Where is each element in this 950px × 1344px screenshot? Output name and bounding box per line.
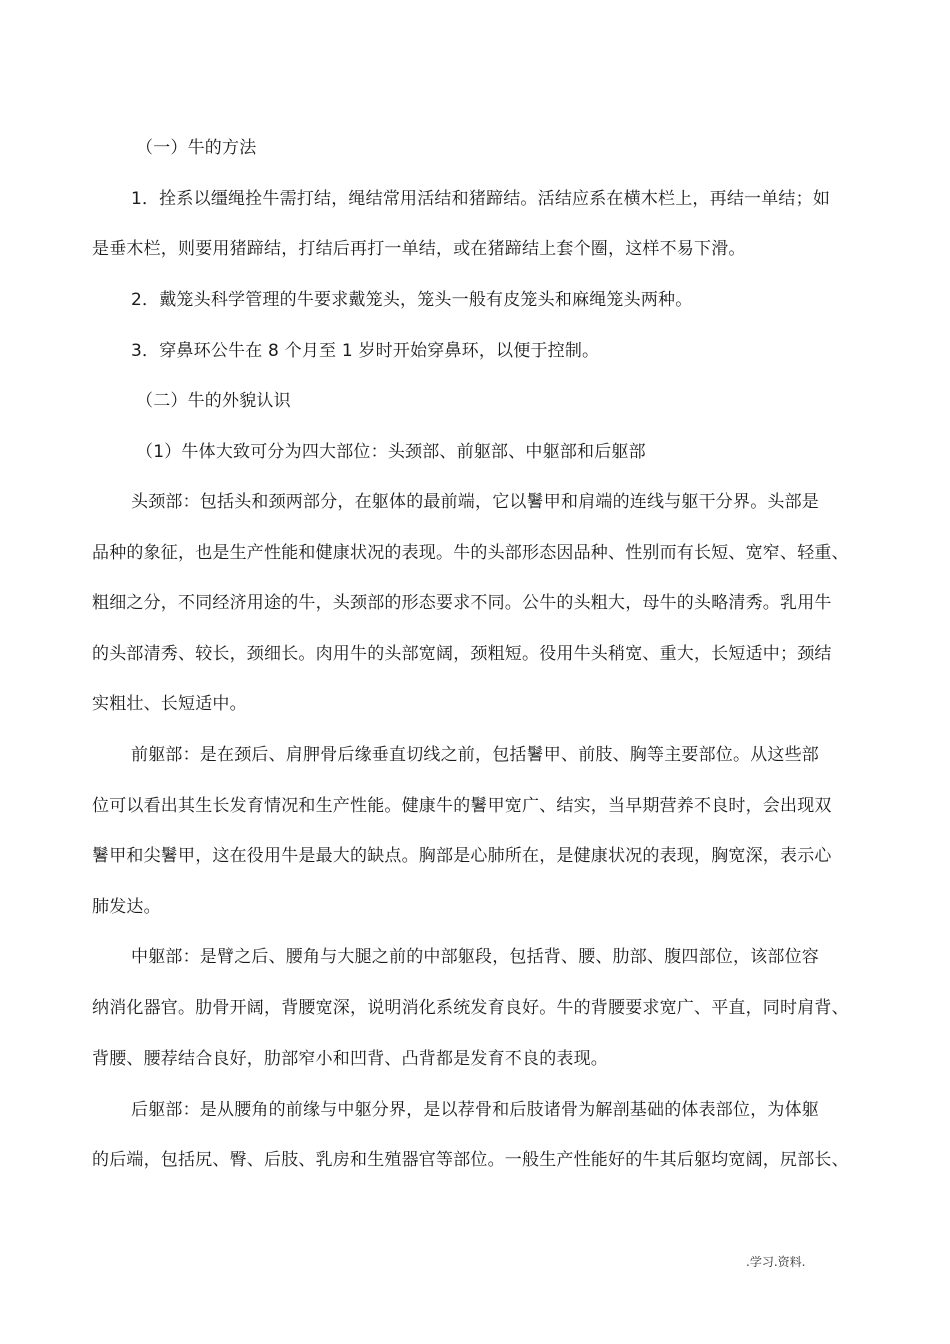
paragraph-line: 肺发达。: [92, 897, 161, 917]
paragraph-line: 后躯部：是从腰角的前缘与中躯分界，是以荐骨和后肢诸骨为解剖基础的体表部位，为体躯: [131, 1100, 819, 1120]
paragraph-line: 前躯部：是在颈后、肩胛骨后缘垂直切线之前，包括鬐甲、前肢、胸等主要部位。从这些部: [131, 745, 819, 765]
paragraph-line: 鬐甲和尖鬐甲，这在役用牛是最大的缺点。胸部是心肺所在，是健康状况的表现，胸宽深，表示心: [92, 846, 832, 866]
paragraph-line: 纳消化器官。肋骨开阔，背腰宽深，说明消化系统发育良好。牛的背腰要求宽广、平直，同时肩背、: [92, 998, 849, 1018]
heading-cattle-appearance: （二）牛的外貌认识: [136, 391, 291, 411]
paragraph-line: 是垂木栏，则要用猪蹄结，打结后再打一单结，或在猪蹄结上套个圈，这样不易下滑。: [92, 239, 746, 259]
paragraph-line: 2．戴笼头科学管理的牛要求戴笼头，笼头一般有皮笼头和麻绳笼头两种。: [131, 290, 693, 310]
paragraph-line: 品种的象征，也是生产性能和健康状况的表现。牛的头部形态因品种、性别而有长短、宽窄、轻重、: [92, 543, 849, 563]
paragraph-line: 的头部清秀、较长，颈细长。肉用牛的头部宽阔，颈粗短。役用牛头稍宽、重大，长短适中；颈结: [92, 644, 832, 664]
heading-cattle-methods: （一）牛的方法: [136, 138, 257, 158]
paragraph-line: 的后端，包括尻、臀、后肢、乳房和生殖器官等部位。一般生产性能好的牛其后躯均宽阔，尻部长、: [92, 1150, 849, 1170]
paragraph-line: 背腰、腰荐结合良好，肋部窄小和凹背、凸背都是发育不良的表现。: [92, 1049, 608, 1069]
paragraph-line: 头颈部：包括头和颈两部分，在躯体的最前端，它以鬐甲和肩端的连线与躯干分界。头部是: [131, 492, 819, 512]
paragraph-line: （1）牛体大致可分为四大部位：头颈部、前躯部、中躯部和后躯部: [136, 442, 646, 462]
page-footer: .学习.资料.: [746, 1255, 806, 1269]
paragraph-line: 中躯部：是臂之后、腰角与大腿之前的中部躯段，包括背、腰、肋部、腹四部位，该部位容: [131, 947, 819, 967]
paragraph-line: 1．拴系以缰绳拴牛需打结，绳结常用活结和猪蹄结。活结应系在横木栏上，再结一单结；如: [131, 189, 831, 209]
paragraph-line: 实粗壮、长短适中。: [92, 694, 247, 714]
paragraph-line: 3．穿鼻环公牛在 8 个月至 1 岁时开始穿鼻环，以便于控制。: [131, 341, 600, 361]
paragraph-line: 粗细之分，不同经济用途的牛，头颈部的形态要求不同。公牛的头粗大，母牛的头略清秀。乳用牛: [92, 593, 832, 613]
paragraph-line: 位可以看出其生长发育情况和生产性能。健康牛的鬐甲宽广、结实，当早期营养不良时，会出现双: [92, 796, 832, 816]
